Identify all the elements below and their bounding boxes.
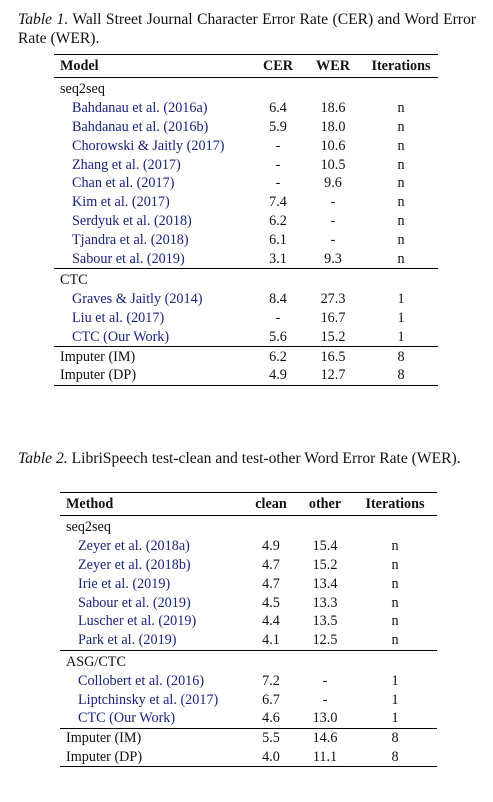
cell-value: 12.5: [312, 632, 338, 649]
table-row: [60, 593, 437, 612]
table1-label: Table 1.: [18, 11, 69, 28]
cell-value: -: [275, 156, 281, 173]
table-row: [60, 612, 437, 631]
cell-value: 5.9: [269, 118, 287, 135]
cell-value: 15.2: [320, 328, 346, 345]
row-label: Imputer (IM): [54, 347, 254, 366]
row-label: Imputer (DP): [54, 366, 254, 385]
cell-value: -: [322, 672, 328, 689]
cell-value: 9.3: [324, 250, 342, 267]
column-header: clean: [245, 493, 297, 516]
cell-value: n: [391, 632, 399, 649]
row-label: Kim et al. (2017): [72, 194, 170, 211]
row-label: Bahdanau et al. (2016a): [72, 100, 208, 117]
cell-value: -: [322, 691, 328, 708]
row-label: Zhang et al. (2017): [72, 156, 181, 173]
cell-value: 4.7: [262, 556, 280, 573]
cell-value: n: [391, 556, 399, 573]
table-row: [54, 193, 438, 212]
table-row: [54, 347, 438, 366]
column-header: Iterations: [353, 493, 437, 516]
cell-value: 27.3: [320, 291, 346, 308]
row-label: Imputer (DP): [60, 748, 245, 767]
row-label: Sabour et al. (2019): [72, 250, 185, 267]
cell-value: 8: [353, 728, 437, 747]
group-label: CTC: [54, 268, 438, 289]
cell-value: 4.9: [262, 538, 280, 555]
cell-value: 6.4: [269, 100, 287, 117]
column-header: other: [297, 493, 353, 516]
cell-value: 9.6: [324, 175, 342, 192]
cell-value: 13.0: [312, 710, 338, 727]
row-label: Sabour et al. (2019): [78, 594, 191, 611]
cell-value: 6.7: [262, 691, 280, 708]
cell-value: 13.5: [312, 613, 338, 630]
cell-value: -: [330, 231, 336, 248]
header-row: [54, 55, 438, 78]
cell-value: -: [330, 194, 336, 211]
cell-value: 1: [397, 309, 405, 326]
cell-value: 1: [391, 691, 399, 708]
cell-value: n: [397, 175, 405, 192]
cell-value: 7.2: [262, 672, 280, 689]
cell-value: n: [391, 538, 399, 555]
cell-value: 15.2: [312, 556, 338, 573]
group-header-row: [54, 78, 438, 99]
table1-caption: [18, 10, 476, 48]
row-label: Chan et al. (2017): [72, 175, 175, 192]
cell-value: -: [330, 212, 336, 229]
cell-value: 4.7: [262, 575, 280, 592]
table-row: [54, 99, 438, 118]
cell-value: n: [397, 212, 405, 229]
table-row: [54, 118, 438, 137]
cell-value: 4.1: [262, 632, 280, 649]
row-label: Chorowski & Jaitly (2017): [72, 137, 225, 154]
row-label: Imputer (IM): [60, 728, 245, 747]
cell-value: n: [397, 194, 405, 211]
cell-value: n: [397, 156, 405, 173]
table-row: [54, 155, 438, 174]
group-header-row: [60, 650, 437, 671]
cell-value: 12.7: [302, 366, 364, 385]
table2: [60, 492, 437, 767]
table2-caption: [18, 449, 476, 468]
cell-value: 1: [397, 328, 405, 345]
cell-value: 18.0: [320, 118, 346, 135]
row-label: Graves & Jaitly (2014): [72, 291, 203, 308]
table2-caption-text: LibriSpeech test-clean and test-other Word Error Rate (WER).: [71, 450, 461, 467]
table1: [54, 54, 438, 386]
cell-value: 4.4: [262, 613, 280, 630]
cell-value: -: [275, 175, 281, 192]
cell-value: 6.2: [269, 212, 287, 229]
table-row: [60, 574, 437, 593]
cell-value: 16.7: [320, 309, 346, 326]
table-row: [54, 327, 438, 346]
table-row: [54, 136, 438, 155]
cell-value: -: [275, 309, 281, 326]
row-label: Bahdanau et al. (2016b): [72, 118, 209, 135]
cell-value: n: [397, 137, 405, 154]
cell-value: 1: [391, 710, 399, 727]
table-row: [60, 728, 437, 747]
table-row: [54, 174, 438, 193]
cell-value: 1: [397, 291, 405, 308]
row-label: CTC (Our Work): [72, 328, 170, 345]
table-row: [60, 631, 437, 650]
table-row: [60, 671, 437, 690]
group-label: seq2seq: [66, 519, 111, 536]
cell-value: -: [275, 137, 281, 154]
row-label: Irie et al. (2019): [78, 575, 171, 592]
cell-value: 4.0: [245, 748, 297, 767]
column-header: Model: [54, 55, 254, 78]
cell-value: n: [391, 594, 399, 611]
table-row: [54, 212, 438, 231]
table-row: [60, 556, 437, 575]
row-label: Liu et al. (2017): [72, 309, 165, 326]
cell-value: n: [397, 250, 405, 267]
cell-value: 8.4: [269, 291, 287, 308]
cell-value: 5.6: [269, 328, 287, 345]
cell-value: 14.6: [297, 728, 353, 747]
column-header: Iterations: [364, 55, 438, 78]
cell-value: 10.5: [320, 156, 346, 173]
table-row: [54, 249, 438, 268]
row-label: Park et al. (2019): [78, 632, 177, 649]
cell-value: n: [397, 118, 405, 135]
header-row: [60, 493, 437, 516]
table-row: [60, 709, 437, 728]
row-label: CTC (Our Work): [78, 710, 176, 727]
cell-value: 4.6: [262, 710, 280, 727]
cell-value: 13.3: [312, 594, 338, 611]
cell-value: 11.1: [297, 748, 353, 767]
row-label: Liptchinsky et al. (2017): [78, 691, 219, 708]
cell-value: 7.4: [269, 194, 287, 211]
cell-value: 8: [364, 366, 438, 385]
cell-value: 6.1: [269, 231, 287, 248]
column-header: WER: [302, 55, 364, 78]
table-row: [60, 748, 437, 767]
group-label: seq2seq: [60, 81, 105, 98]
group-header-row: [54, 268, 438, 289]
table-row: [54, 290, 438, 309]
cell-value: 6.2: [254, 347, 302, 366]
row-label: Collobert et al. (2016): [78, 672, 205, 689]
cell-value: n: [391, 613, 399, 630]
row-label: Tjandra et al. (2018): [72, 231, 189, 248]
table-row: [54, 230, 438, 249]
cell-value: 18.6: [320, 100, 346, 117]
cell-value: 8: [364, 347, 438, 366]
cell-value: n: [397, 100, 405, 117]
cell-value: 8: [353, 748, 437, 767]
cell-value: 10.6: [320, 137, 346, 154]
cell-value: 13.4: [312, 575, 338, 592]
table2-label: Table 2.: [18, 450, 68, 467]
table-row: [54, 309, 438, 328]
group-label: ASG/CTC: [60, 650, 437, 671]
cell-value: n: [391, 575, 399, 592]
cell-value: 15.4: [312, 538, 338, 555]
cell-value: 5.5: [245, 728, 297, 747]
table-row: [60, 690, 437, 709]
row-label: Zeyer et al. (2018b): [78, 556, 191, 573]
cell-value: 4.9: [254, 366, 302, 385]
row-label: Zeyer et al. (2018a): [78, 538, 190, 555]
table1-caption-text: Wall Street Journal Character Error Rate (CER) and Word Error Rate (WER).: [18, 11, 476, 47]
cell-value: 4.5: [262, 594, 280, 611]
cell-value: 3.1: [269, 250, 287, 267]
row-label: Serdyuk et al. (2018): [72, 212, 192, 229]
table-row: [60, 537, 437, 556]
cell-value: 1: [391, 672, 399, 689]
table-row: [54, 366, 438, 385]
cell-value: n: [397, 231, 405, 248]
column-header: CER: [254, 55, 302, 78]
cell-value: 16.5: [302, 347, 364, 366]
column-header: Method: [60, 493, 245, 516]
row-label: Luscher et al. (2019): [78, 613, 197, 630]
group-header-row: [60, 516, 437, 537]
